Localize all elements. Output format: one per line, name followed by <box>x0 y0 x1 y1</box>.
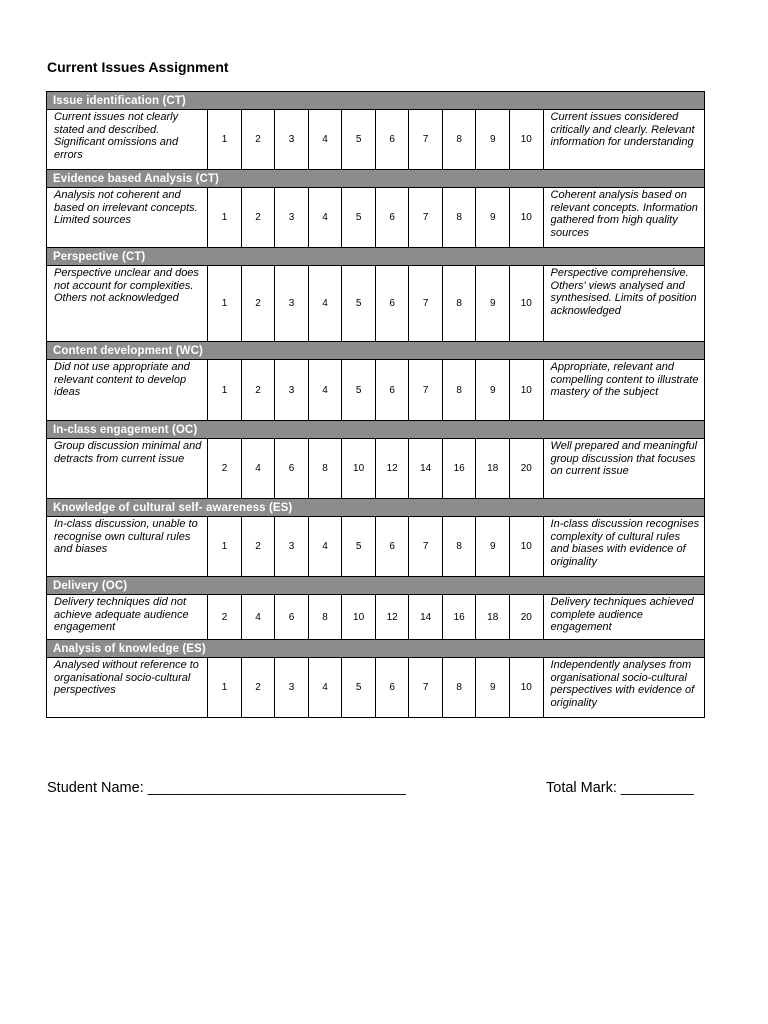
score-cell: 7 <box>409 517 443 577</box>
score-cell: 6 <box>275 595 309 640</box>
score-cell: 5 <box>342 658 376 718</box>
score-cell: 14 <box>409 439 443 499</box>
score-cell: 9 <box>476 360 510 421</box>
criterion-heading: Delivery (OC) <box>47 577 705 595</box>
score-cell: 8 <box>442 266 476 342</box>
score-cell: 1 <box>208 266 242 342</box>
score-cell: 4 <box>308 360 342 421</box>
high-descriptor: Coherent analysis based on relevant concepts. Information gathered from high quality sources <box>543 188 704 248</box>
high-descriptor: Independently analyses from organisational socio-cultural perspectives with evidence of originality <box>543 658 704 718</box>
low-descriptor: Perspective unclear and does not account for complexities. Others not acknowledged <box>47 266 208 342</box>
score-cell: 2 <box>208 439 242 499</box>
criterion-heading: Evidence based Analysis (CT) <box>47 170 705 188</box>
score-cell: 9 <box>476 110 510 170</box>
document-title: Current Issues Assignment <box>47 59 229 75</box>
score-cell: 3 <box>275 360 309 421</box>
score-cell: 20 <box>509 439 543 499</box>
score-cell: 2 <box>241 188 275 248</box>
score-cell: 6 <box>375 188 409 248</box>
high-descriptor: Delivery techniques achieved complete audience engagement <box>543 595 704 640</box>
score-cell: 10 <box>509 110 543 170</box>
score-cell: 3 <box>275 517 309 577</box>
score-cell: 4 <box>308 266 342 342</box>
score-cell: 9 <box>476 517 510 577</box>
score-cell: 2 <box>241 658 275 718</box>
low-descriptor: Analysed without reference to organisational socio-cultural perspectives <box>47 658 208 718</box>
score-cell: 8 <box>442 517 476 577</box>
criterion-row <box>47 439 705 499</box>
score-cell: 20 <box>509 595 543 640</box>
score-cell: 3 <box>275 188 309 248</box>
criterion-heading: Perspective (CT) <box>47 248 705 266</box>
score-cell: 16 <box>442 595 476 640</box>
score-cell: 14 <box>409 595 443 640</box>
score-cell: 10 <box>509 188 543 248</box>
score-cell: 9 <box>476 658 510 718</box>
low-descriptor: Current issues not clearly stated and described. Significant omissions and errors <box>47 110 208 170</box>
score-cell: 4 <box>241 595 275 640</box>
score-cell: 8 <box>442 188 476 248</box>
score-cell: 4 <box>308 517 342 577</box>
rubric-table <box>46 91 705 718</box>
score-cell: 10 <box>342 439 376 499</box>
score-cell: 16 <box>442 439 476 499</box>
student-name-field: Student Name: ________________________________ <box>47 780 406 796</box>
score-cell: 3 <box>275 266 309 342</box>
score-cell: 6 <box>275 439 309 499</box>
score-cell: 2 <box>241 110 275 170</box>
score-cell: 10 <box>342 595 376 640</box>
score-cell: 6 <box>375 658 409 718</box>
score-cell: 7 <box>409 266 443 342</box>
low-descriptor: Did not use appropriate and relevant content to develop ideas <box>47 360 208 421</box>
low-descriptor: In-class discussion, unable to recognise own cultural rules and biases <box>47 517 208 577</box>
score-cell: 4 <box>308 658 342 718</box>
score-cell: 5 <box>342 188 376 248</box>
score-cell: 3 <box>275 658 309 718</box>
score-cell: 1 <box>208 517 242 577</box>
score-cell: 6 <box>375 110 409 170</box>
criterion-heading: Issue identification (CT) <box>47 92 705 110</box>
score-cell: 4 <box>308 110 342 170</box>
score-cell: 1 <box>208 110 242 170</box>
score-cell: 8 <box>442 658 476 718</box>
score-cell: 2 <box>241 360 275 421</box>
score-cell: 5 <box>342 360 376 421</box>
score-cell: 7 <box>409 188 443 248</box>
criterion-heading: In-class engagement (OC) <box>47 421 705 439</box>
score-cell: 1 <box>208 658 242 718</box>
score-cell: 10 <box>509 517 543 577</box>
criterion-row <box>47 658 705 718</box>
score-cell: 7 <box>409 110 443 170</box>
score-cell: 8 <box>442 360 476 421</box>
score-cell: 5 <box>342 517 376 577</box>
score-cell: 1 <box>208 188 242 248</box>
criterion-heading: Knowledge of cultural self- awareness (ES) <box>47 499 705 517</box>
score-cell: 6 <box>375 360 409 421</box>
score-cell: 6 <box>375 266 409 342</box>
score-cell: 4 <box>308 188 342 248</box>
criterion-row <box>47 360 705 421</box>
criterion-row <box>47 266 705 342</box>
criterion-row <box>47 188 705 248</box>
low-descriptor: Group discussion minimal and detracts from current issue <box>47 439 208 499</box>
score-cell: 2 <box>241 266 275 342</box>
high-descriptor: Perspective comprehensive. Others' views analysed and synthesised. Limits of position acknowledged <box>543 266 704 342</box>
criterion-heading: Content development (WC) <box>47 342 705 360</box>
score-cell: 2 <box>208 595 242 640</box>
score-cell: 5 <box>342 110 376 170</box>
score-cell: 9 <box>476 188 510 248</box>
criterion-heading: Analysis of knowledge (ES) <box>47 640 705 658</box>
score-cell: 8 <box>308 595 342 640</box>
criterion-row <box>47 595 705 640</box>
score-cell: 10 <box>509 360 543 421</box>
score-cell: 6 <box>375 517 409 577</box>
score-cell: 2 <box>241 517 275 577</box>
score-cell: 3 <box>275 110 309 170</box>
criterion-row <box>47 517 705 577</box>
criterion-row <box>47 110 705 170</box>
score-cell: 1 <box>208 360 242 421</box>
low-descriptor: Analysis not coherent and based on irrelevant concepts. Limited sources <box>47 188 208 248</box>
high-descriptor: Well prepared and meaningful group discussion that focuses on current issue <box>543 439 704 499</box>
score-cell: 18 <box>476 439 510 499</box>
score-cell: 10 <box>509 658 543 718</box>
score-cell: 12 <box>375 439 409 499</box>
high-descriptor: Current issues considered critically and clearly. Relevant information for understanding <box>543 110 704 170</box>
score-cell: 9 <box>476 266 510 342</box>
score-cell: 8 <box>308 439 342 499</box>
total-mark-field: Total Mark: _________ <box>546 780 694 796</box>
score-cell: 8 <box>442 110 476 170</box>
low-descriptor: Delivery techniques did not achieve adequate audience engagement <box>47 595 208 640</box>
score-cell: 5 <box>342 266 376 342</box>
score-cell: 12 <box>375 595 409 640</box>
score-cell: 10 <box>509 266 543 342</box>
score-cell: 4 <box>241 439 275 499</box>
high-descriptor: Appropriate, relevant and compelling content to illustrate mastery of the subject <box>543 360 704 421</box>
score-cell: 18 <box>476 595 510 640</box>
score-cell: 7 <box>409 360 443 421</box>
score-cell: 7 <box>409 658 443 718</box>
high-descriptor: In-class discussion recognises complexity of cultural rules and biases with evidence of originality <box>543 517 704 577</box>
